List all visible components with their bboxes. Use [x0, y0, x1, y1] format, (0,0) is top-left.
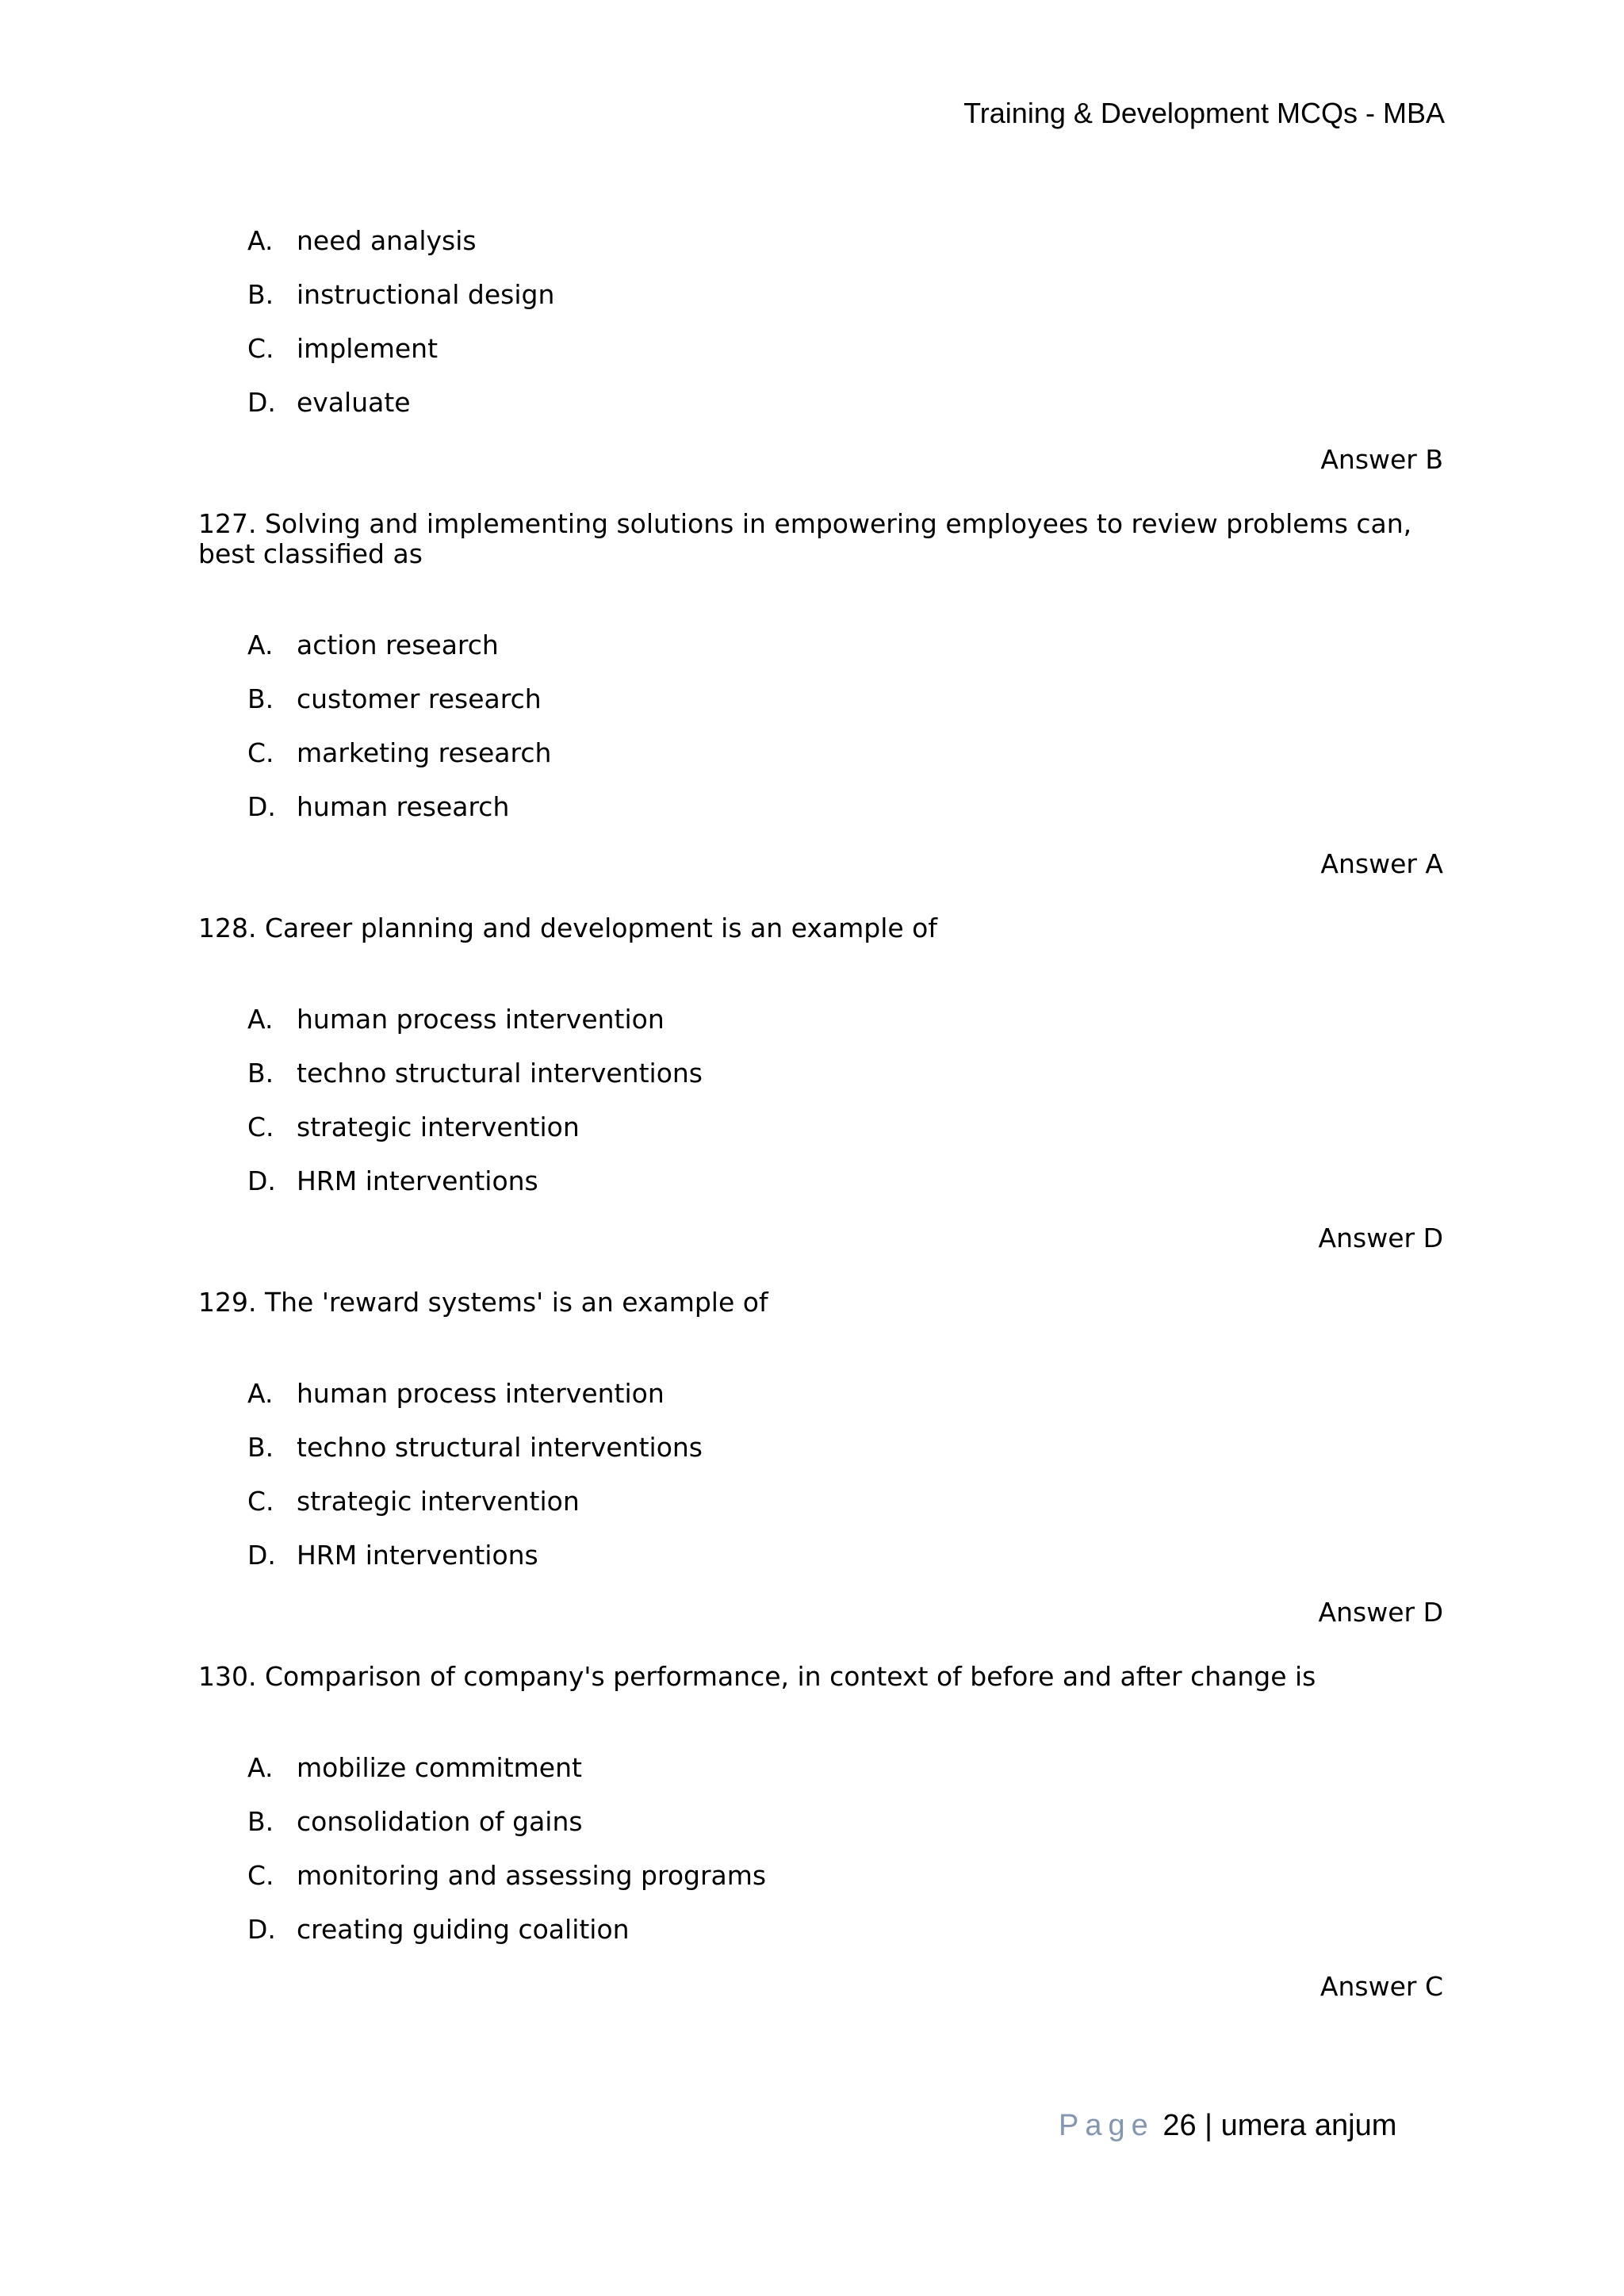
option-text: creating guiding coalition	[297, 1914, 630, 1945]
option-item	[198, 993, 1443, 1047]
option-letter: D.	[247, 1540, 276, 1571]
option-text: need analysis	[297, 225, 477, 256]
option-item	[198, 618, 1443, 672]
page-footer	[1059, 2109, 1396, 2143]
option-letter: C.	[247, 1860, 274, 1891]
option-text: techno structural interventions	[297, 1432, 703, 1463]
question-text: 127. Solving and implementing solutions in empowering employees to review problems can, best classified as	[198, 508, 1412, 569]
option-letter: A.	[247, 1752, 274, 1783]
option-text: instructional design	[297, 279, 555, 310]
option-text: human research	[297, 791, 510, 822]
option-item	[198, 780, 1443, 834]
option-text: monitoring and assessing programs	[297, 1860, 767, 1891]
option-text: strategic intervention	[297, 1112, 580, 1142]
answer-label: Answer B	[1320, 444, 1443, 475]
question-text: 130. Comparison of company's performance, in context of before and after change is	[198, 1661, 1316, 1692]
options-list	[198, 1741, 1443, 1957]
option-item	[198, 1047, 1443, 1100]
option-item	[198, 1154, 1443, 1208]
options-list	[198, 993, 1443, 1208]
option-letter: C.	[247, 737, 274, 768]
option-letter: B.	[247, 1432, 274, 1463]
option-item	[198, 1903, 1443, 1957]
option-text: customer research	[297, 683, 542, 714]
option-item	[198, 268, 1443, 322]
option-letter: D.	[247, 791, 276, 822]
question-text: 129. The 'reward systems' is an example of	[198, 1287, 768, 1318]
page-number: 26	[1162, 2109, 1197, 2142]
option-item	[198, 1529, 1443, 1582]
footer-separator: |	[1205, 2109, 1213, 2142]
option-text: action research	[297, 629, 499, 660]
option-letter: D.	[247, 387, 276, 418]
option-item	[198, 1475, 1443, 1529]
option-letter: C.	[247, 1112, 274, 1142]
answer-label: Answer D	[1318, 1223, 1443, 1253]
mcq-content	[198, 214, 1443, 2025]
page-word: Page	[1059, 2109, 1155, 2142]
option-letter: B.	[247, 1058, 274, 1089]
option-item	[198, 1741, 1443, 1795]
option-letter: B.	[247, 683, 274, 714]
option-text: marketing research	[297, 737, 552, 768]
option-item	[198, 1795, 1443, 1849]
option-text: human process intervention	[297, 1004, 665, 1035]
options-list	[198, 1367, 1443, 1582]
option-item	[198, 1421, 1443, 1475]
option-letter: D.	[247, 1914, 276, 1945]
question-text: 128. Career planning and development is an example of	[198, 913, 937, 943]
page-header-title: Training & Development MCQs - MBA	[963, 97, 1445, 129]
option-letter: B.	[247, 1806, 274, 1837]
option-text: human process intervention	[297, 1378, 665, 1409]
option-item	[198, 1367, 1443, 1421]
option-text: HRM interventions	[297, 1540, 538, 1571]
answer-label: Answer C	[1320, 1971, 1443, 2002]
option-item	[198, 1849, 1443, 1903]
footer-author: umera anjum	[1220, 2109, 1397, 2142]
answer-label: Answer A	[1320, 848, 1443, 879]
option-letter: A.	[247, 1004, 274, 1035]
answer-label: Answer D	[1318, 1597, 1443, 1628]
option-item	[198, 214, 1443, 268]
option-item	[198, 726, 1443, 780]
option-letter: A.	[247, 225, 274, 256]
option-letter: A.	[247, 1378, 274, 1409]
options-list	[198, 214, 1443, 430]
option-letter: C.	[247, 333, 274, 364]
option-item	[198, 322, 1443, 376]
option-text: HRM interventions	[297, 1165, 538, 1196]
option-item	[198, 376, 1443, 430]
option-text: mobilize commitment	[297, 1752, 582, 1783]
option-item	[198, 672, 1443, 726]
option-text: techno structural interventions	[297, 1058, 703, 1089]
options-list	[198, 618, 1443, 834]
option-letter: C.	[247, 1486, 274, 1517]
option-text: consolidation of gains	[297, 1806, 583, 1837]
option-letter: A.	[247, 629, 274, 660]
option-letter: D.	[247, 1165, 276, 1196]
option-text: evaluate	[297, 387, 411, 418]
option-text: strategic intervention	[297, 1486, 580, 1517]
option-text: implement	[297, 333, 439, 364]
option-letter: B.	[247, 279, 274, 310]
option-item	[198, 1100, 1443, 1154]
